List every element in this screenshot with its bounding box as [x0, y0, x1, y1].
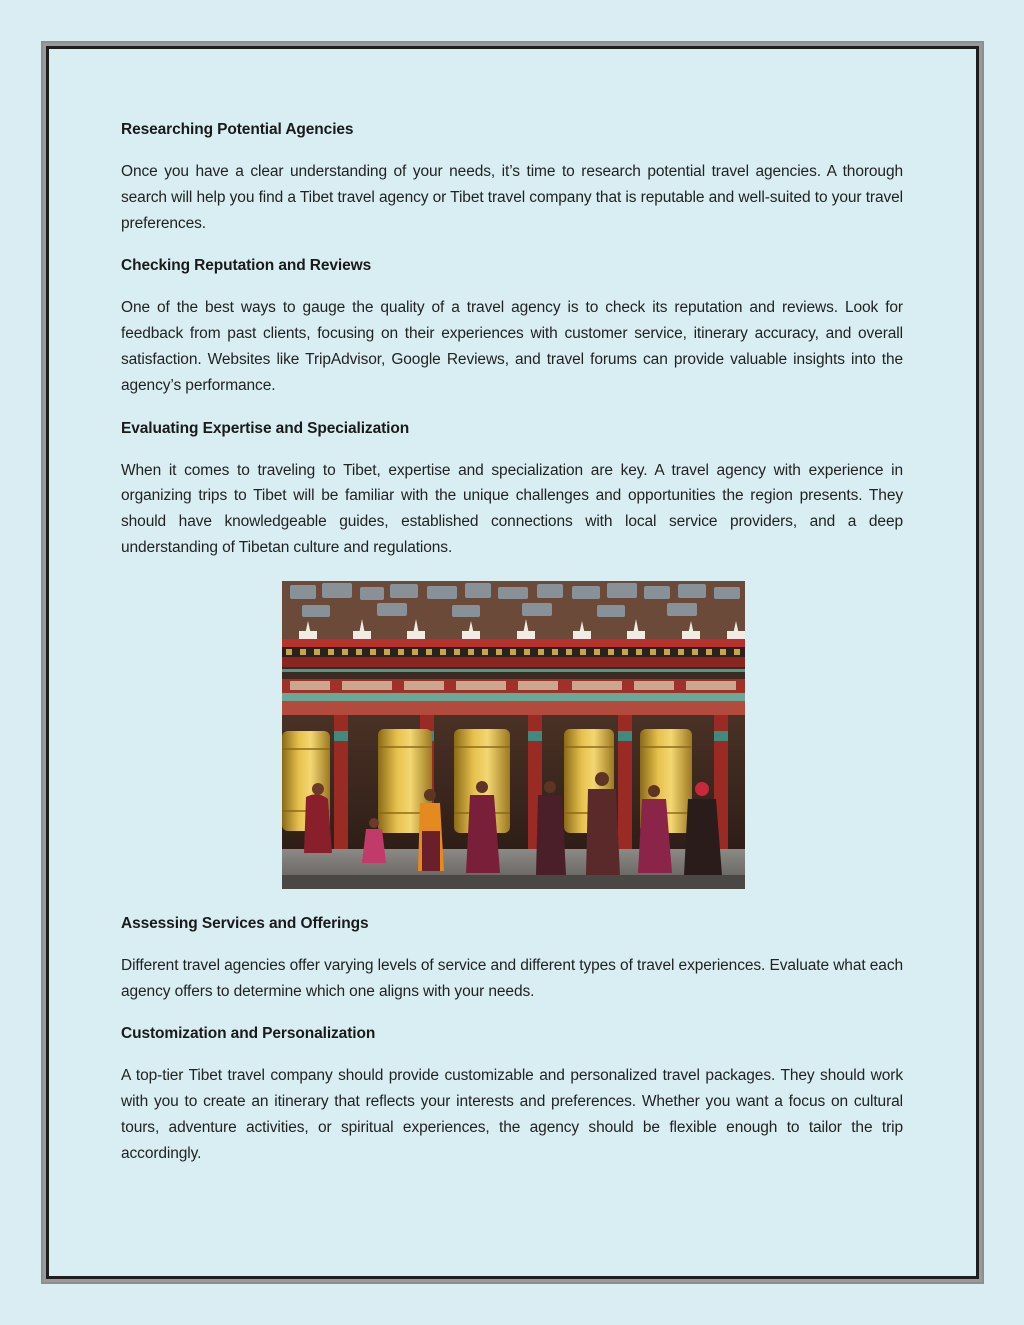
photo-illustration — [282, 581, 745, 889]
heading-customization: Customization and Personalization — [121, 1025, 376, 1043]
photo-prayer-wheels-pilgrims — [282, 581, 745, 889]
heading-assessing-services: Assessing Services and Offerings — [121, 914, 369, 932]
paragraph-assessing-services: Different travel agencies offer varying levels of service and different types of travel experiences. Evaluate what each agency offers to determine which one aligns with your needs. — [121, 956, 903, 1000]
document-content — [121, 117, 903, 1184]
paragraph-customization: A top-tier Tibet travel company should provide customizable and personalized travel packages. They should work with you to create an itinerary that reflects your interests and preferences. Whether you want a focus on cultural tours, adventure activities, or spiritual experiences, the agency should be flexible enough to tailor the trip accordingly. — [121, 1067, 903, 1162]
paragraph-evaluating-expertise: When it comes to traveling to Tibet, expertise and specialization are key. A travel agency with experience in organizing trips to Tibet will be familiar with the unique challenges and opportunities the region presents. They should have knowledgeable guides, established connections with local service providers, and a deep understanding of Tibetan culture and regulations. — [121, 461, 903, 556]
paragraph-researching-agencies: Once you have a clear understanding of your needs, it’s time to research potential travel agencies. A thorough search will help you find a Tibet travel agency or Tibet travel company that is reputable and well-suited to your travel preferences. — [121, 163, 903, 232]
heading-evaluating-expertise: Evaluating Expertise and Specialization — [121, 419, 410, 437]
paragraph-checking-reputation: One of the best ways to gauge the quality of a travel agency is to check its reputation and reviews. Look for feedback from past clients, focusing on their experiences with customer service, itinerary accuracy, and overall satisfaction. Websites like TripAdvisor, Google Reviews, and travel forums can provide valuable insights into the agency’s performance. — [121, 299, 903, 394]
heading-researching-agencies: Researching Potential Agencies — [121, 121, 354, 138]
heading-checking-reputation: Checking Reputation and Reviews — [121, 257, 372, 275]
